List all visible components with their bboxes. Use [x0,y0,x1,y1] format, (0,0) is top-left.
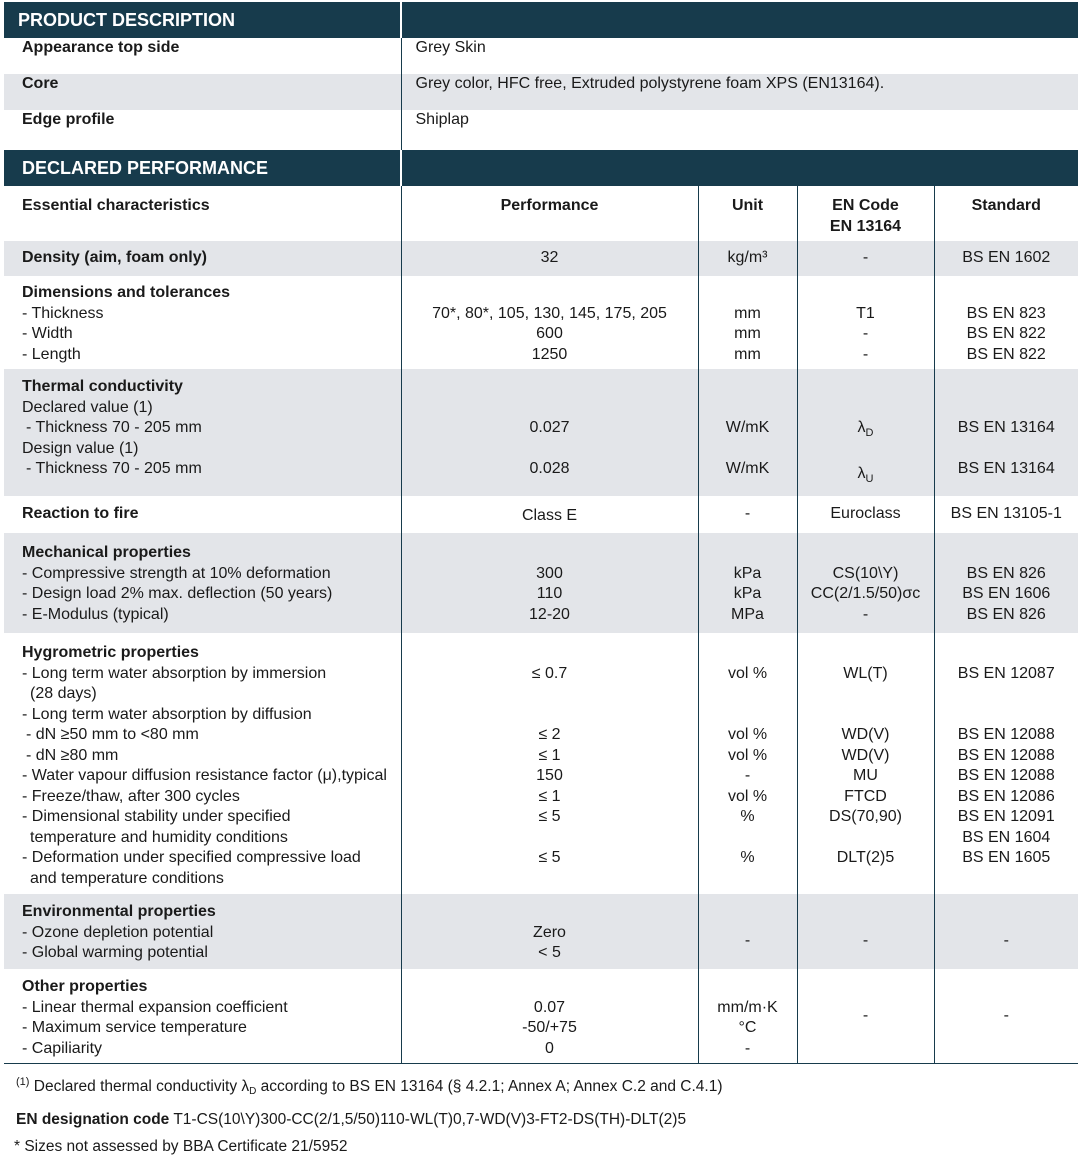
stability-label: - Dimensional stability under specified [22,808,291,825]
lambda-d-symbol: λ [857,419,866,436]
fire-performance: Class E [401,496,698,533]
density-code: - [797,241,934,276]
dn-50-80-unit: vol % [727,726,768,743]
service-temp-unit: °C [738,1019,757,1036]
footnote-post: according to BS EN 13164 (§ 4.2.1; Annex A; Annex C.2 and C.4.1) [256,1078,723,1095]
row-edge-profile [4,110,1078,150]
ozone-label: - Ozone depletion potential [22,923,214,941]
col-en-code-line2: EN 13164 [829,217,902,235]
hygrometric-standard [934,633,1078,894]
other-code: - [797,969,934,1063]
lambda-d-sub: D [865,427,874,439]
e-modulus-unit: MPa [731,605,764,623]
density-unit: kg/m³ [698,241,797,276]
footnote-lambda: λ [241,1078,250,1095]
compressive-unit: kPa [733,564,762,582]
environmental-standard: - [934,894,1078,969]
freeze-code: FTCD [844,787,887,805]
vapour-unit: - [744,767,751,784]
mechanical-labels [4,533,401,633]
design-load-code: CC(2/1.5/50)σc [810,585,921,602]
length-unit: mm [734,345,761,363]
core-value: Grey color, HFC free, Extruded polystyrene foam XPS (EN13164). [401,74,1078,110]
capiliarity-label: - Capiliarity [22,1039,103,1057]
environmental-unit: - [698,894,797,969]
row-hygrometric [4,633,1078,894]
other-standard: - [934,969,1078,1063]
other-unit [698,969,797,1063]
dn-80-unit: vol % [727,746,768,764]
dimensions-labels [4,276,401,369]
immersion-label-2: (28 days) [30,685,97,702]
freeze-standard: BS EN 12086 [957,787,1055,805]
capiliarity-unit: - [744,1039,751,1057]
row-mechanical [4,533,1078,633]
vapour-label: - Water vapour diffusion resistance factor (μ),typical [22,767,387,784]
declared-unit: W/mK [725,419,770,436]
dn-50-80-code: WD(V) [841,726,890,743]
declared-performance-value: 0.027 [529,419,570,436]
expansion-label: - Linear thermal expansion coefficient [22,998,288,1016]
density-standard: BS EN 1602 [934,241,1078,276]
hygrometric-labels [4,633,401,894]
row-thermal [4,369,1078,496]
designation-label: EN designation code [16,1110,170,1128]
edge-profile-label: Edge profile [22,111,115,128]
col-unit: Unit [698,186,797,241]
asterisk-note: * Sizes not assessed by BBA Certificate 21/5952 [14,1138,348,1155]
dn-80-label: - dN ≥80 mm [26,746,119,764]
freeze-unit: vol % [727,787,768,805]
vapour-code: MU [853,767,878,784]
declared-performance-header: DECLARED PERFORMANCE [4,150,401,186]
design-value-label: Design value (1) [22,439,139,457]
product-description-header: PRODUCT DESCRIPTION [4,2,401,38]
mechanical-standard [934,533,1078,633]
thickness-performance: 70*, 80*, 105, 130, 145, 175, 205 [432,304,667,322]
declared-standard: BS EN 13164 [957,419,1055,436]
thickness-unit: mm [734,304,761,322]
deformation-performance: ≤ 5 [538,849,561,866]
design-performance-value: 0.028 [529,460,570,477]
environmental-title: Environmental properties [22,903,216,920]
dn-80-standard: BS EN 12088 [957,746,1055,764]
column-header-row [4,186,1078,241]
stability-performance: ≤ 5 [538,808,561,825]
length-label: - Length [22,345,81,363]
hygrometric-title: Hygrometric properties [22,644,199,661]
stability-standard-2: BS EN 1604 [962,828,1051,846]
thickness-standard: BS EN 823 [966,304,1046,322]
hygrometric-performance [401,633,698,894]
spec-table [4,2,1078,1064]
thermal-code [797,369,934,496]
service-temp-performance: -50/+75 [522,1019,577,1036]
dimensions-standard [934,276,1078,369]
row-core [4,74,1078,110]
row-appearance [4,38,1078,74]
row-density [4,241,1078,276]
immersion-unit: vol % [727,664,768,682]
dimensions-performance [401,276,698,369]
freeze-label: - Freeze/thaw, after 300 cycles [22,787,240,805]
declared-value-label: Declared value (1) [22,398,153,416]
capiliarity-performance: 0 [545,1039,554,1057]
dn-80-performance: ≤ 1 [538,746,561,764]
footnote-thermal [16,1069,723,1106]
designation-value: T1-CS(10\Y)300-CC(2/1,5/50)110-WL(T)0,7-WD(V)3-FT2-DS(TH)-DLT(2)5 [169,1110,687,1128]
design-thickness-label: - Thickness 70 - 205 mm [26,460,202,477]
freeze-performance: ≤ 1 [538,787,561,805]
compressive-code: CS(10\Y) [832,564,899,582]
thermal-standard [934,369,1078,496]
immersion-performance: ≤ 0.7 [531,664,568,682]
edge-profile-value: Shiplap [401,110,1078,150]
deformation-standard: BS EN 1605 [962,849,1051,866]
deformation-code: DLT(2)5 [836,849,895,866]
dimensions-title: Dimensions and tolerances [22,284,231,301]
design-load-unit: kPa [733,585,762,602]
design-load-label: - Design load 2% max. deflection (50 years) [22,585,333,602]
lambda-u-symbol: λ [857,465,866,482]
gwp-label: - Global warming potential [22,944,208,961]
fire-unit: - [698,496,797,533]
length-code: - [862,345,869,363]
e-modulus-code: - [862,605,869,623]
density-performance: 32 [401,241,698,276]
col-standard: Standard [934,186,1078,241]
row-dimensions [4,276,1078,369]
product-description-header-row [4,2,1078,38]
immersion-label: - Long term water absorption by immersion [22,664,327,682]
environmental-labels [4,894,401,969]
col-performance: Performance [401,186,698,241]
compressive-performance: 300 [536,564,563,582]
immersion-standard: BS EN 12087 [957,664,1055,682]
col-en-code-line1: EN Code [832,197,899,214]
deformation-unit: % [740,849,755,866]
hygrometric-unit [698,633,797,894]
service-temp-label: - Maximum service temperature [22,1019,247,1036]
e-modulus-performance: 12-20 [529,605,570,623]
lambda-u-code [798,464,934,490]
thermal-title: Thermal conductivity [22,378,183,395]
footnote-lambda-sub: D [249,1086,257,1097]
compressive-standard: BS EN 826 [966,564,1046,582]
thermal-performance [401,369,698,496]
e-modulus-standard: BS EN 826 [966,605,1046,623]
compressive-label: - Compressive strength at 10% deformation [22,564,331,582]
environmental-code: - [797,894,934,969]
appearance-label: Appearance top side [22,39,180,56]
dimensions-code [797,276,934,369]
ozone-performance: Zero [533,923,566,941]
width-unit: mm [734,325,761,342]
immersion-code: WL(T) [843,664,888,682]
vapour-performance: 150 [536,767,563,784]
length-performance: 1250 [531,345,568,363]
stability-standard: BS EN 12091 [957,808,1055,825]
fire-code: Euroclass [797,496,934,533]
vapour-standard: BS EN 12088 [957,767,1055,784]
width-label: - Width [22,325,73,342]
other-title: Other properties [22,978,148,995]
diffusion-label: - Long term water absorption by diffusion [22,705,312,723]
fire-label: Reaction to fire [22,505,139,523]
deformation-label-2: and temperature conditions [30,869,224,887]
design-load-performance: 110 [536,585,563,602]
density-label: Density (aim, foam only) [4,241,401,276]
mechanical-performance [401,533,698,633]
design-unit: W/mK [725,460,770,477]
width-performance: 600 [536,325,563,342]
environmental-performance [401,894,698,969]
declared-thickness-label: - Thickness 70 - 205 mm [26,419,202,436]
gwp-performance: < 5 [538,944,561,961]
design-standard: BS EN 13164 [957,460,1055,477]
stability-code: DS(70,90) [829,808,902,825]
stability-unit: % [740,808,755,825]
thermal-unit [698,369,797,496]
appearance-value: Grey Skin [401,38,1078,74]
thickness-code: T1 [856,304,875,322]
other-performance [401,969,698,1063]
design-load-standard: BS EN 1606 [962,585,1051,602]
col-characteristics: Essential characteristics [22,197,210,214]
thickness-label: - Thickness [22,304,104,322]
dn-50-80-label: - dN ≥50 mm to <80 mm [26,726,199,743]
dn-50-80-performance: ≤ 2 [538,726,561,743]
lambda-u-sub: U [865,473,874,485]
mechanical-unit [698,533,797,633]
stability-label-2: temperature and humidity conditions [30,828,288,846]
expansion-unit: mm/m·K [717,998,778,1016]
width-standard: BS EN 822 [966,325,1046,342]
e-modulus-label: - E-Modulus (typical) [22,605,169,623]
dn-80-code: WD(V) [841,746,890,764]
declared-performance-header-row [4,150,1078,186]
footnote-pre: Declared thermal conductivity [29,1078,242,1095]
row-other [4,969,1078,1063]
designation-code [16,1106,723,1134]
core-label: Core [4,74,401,110]
footnotes [16,1069,723,1161]
mechanical-title: Mechanical properties [22,544,191,561]
fire-standard: BS EN 13105-1 [934,496,1078,533]
dn-50-80-standard: BS EN 12088 [957,726,1055,743]
hygrometric-code [797,633,934,894]
length-standard: BS EN 822 [966,345,1046,363]
width-code: - [862,325,869,342]
deformation-label: - Deformation under specified compressive load [22,849,361,866]
row-fire [4,496,1078,533]
dimensions-unit [698,276,797,369]
row-environmental [4,894,1078,969]
col-en-code [797,186,934,241]
other-labels [4,969,401,1063]
expansion-performance: 0.07 [533,998,566,1016]
thermal-labels [4,369,401,496]
footnote-marker: (1) [16,1076,30,1088]
lambda-d-code [798,418,934,444]
mechanical-code [797,533,934,633]
